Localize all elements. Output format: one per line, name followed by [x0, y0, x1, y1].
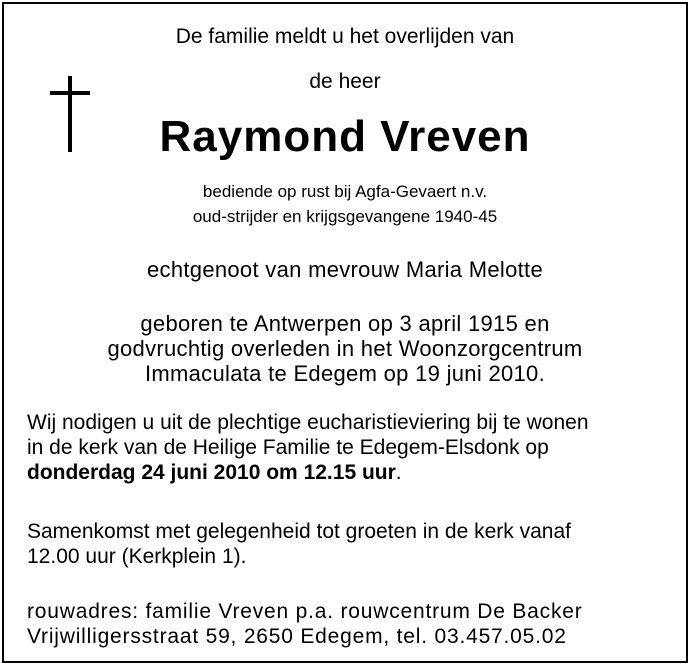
- intro-text: De familie meldt u het overlijden van: [175, 25, 515, 48]
- invitation-line: Wij nodigen u uit de plechtige eucharistieviering bij te wonen: [27, 411, 589, 434]
- occupation-block: [4, 179, 686, 229]
- address-line: rouwadres: familie Vreven p.a. rouwcentrum De Backer: [27, 600, 583, 623]
- ceremony-date: donderdag 24 juni 2010 om 12.15 uur: [27, 461, 396, 484]
- birth-death-block: [4, 311, 686, 386]
- birth-death-line: godvruchtig overleden in het Woonzorgcentrum: [107, 336, 583, 361]
- ceremony-date-suffix: .: [395, 461, 402, 484]
- deceased-name: Raymond Vreven: [159, 112, 531, 161]
- birth-death-line: geboren te Antwerpen op 3 april 1915 en: [140, 311, 550, 336]
- invitation-date-line: [27, 460, 668, 485]
- address-line: Vrijwilligersstraat 59, 2650 Edegem, tel. 03.457.05.02: [27, 625, 567, 648]
- gathering-line: 12.00 uur (Kerkplein 1).: [27, 545, 247, 568]
- spouse-text: echtgenoot van mevrouw Maria Melotte: [147, 257, 543, 282]
- gathering-paragraph: [27, 519, 668, 569]
- obituary-card: [2, 2, 688, 663]
- occupation-line: bediende op rust bij Agfa-Gevaert n.v.: [202, 182, 488, 201]
- address-paragraph: [27, 599, 668, 649]
- invitation-line: in de kerk van de Heilige Familie te Edegem-Elsdonk op: [27, 436, 549, 459]
- invitation-paragraph: [27, 410, 668, 485]
- birth-death-line: Immaculata te Edegem op 19 juni 2010.: [144, 361, 545, 386]
- title-prefix: de heer: [309, 70, 381, 93]
- occupation-line: oud-strijder en krijgsgevangene 1940-45: [192, 207, 498, 226]
- gathering-line: Samenkomst met gelegenheid tot groeten in de kerk vanaf: [27, 520, 571, 543]
